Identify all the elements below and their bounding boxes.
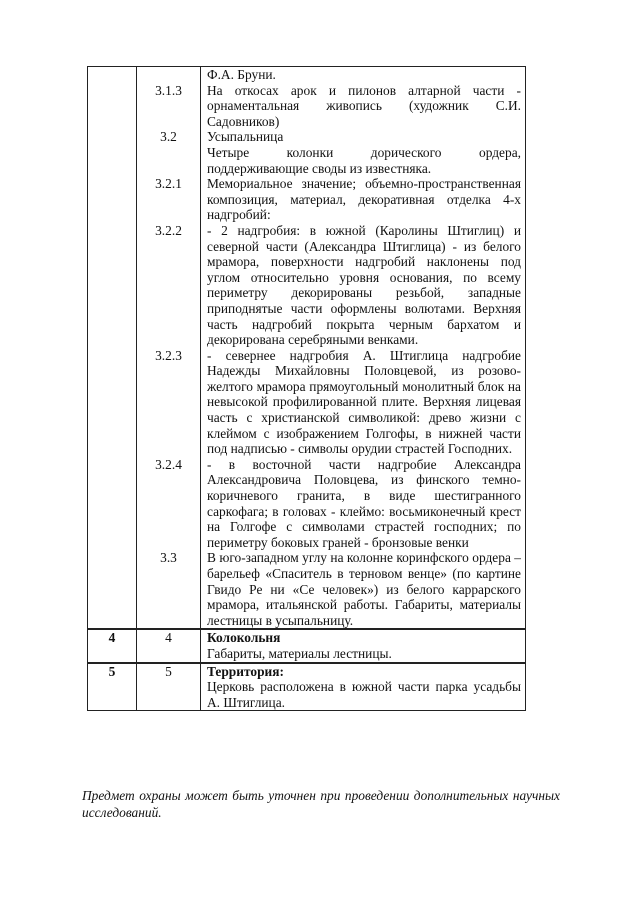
section-number: 4 <box>88 629 137 662</box>
table-row <box>88 176 526 223</box>
item-text: Усыпальница <box>201 129 526 145</box>
item-code: 5 <box>137 663 201 711</box>
protection-subject-table <box>87 66 526 711</box>
item-code: 3.2.1 <box>137 176 201 223</box>
section-number: 5 <box>88 663 137 711</box>
table-row <box>88 67 526 83</box>
section-number-cell <box>88 67 137 630</box>
item-text: Мемориальное значение; объемно-пространственная композиция, материал, декоративная отделка 4-х надгробий: <box>201 176 526 223</box>
section-heading: Колокольня <box>207 630 281 646</box>
table-row <box>88 145 526 176</box>
section-row-bell-tower <box>88 629 526 662</box>
item-code: 3.2.4 <box>137 457 201 551</box>
item-text: - в восточной части надгробие Александра Александровича Половцева, из финского темно-коричневого гранита, в виде шестигранного саркофага; в головах - клеймо: восьмиконечный крест на Голгофе с символами страстей господних; по периметру боковых граней - бронзовые венки <box>201 457 526 551</box>
item-text: - севернее надгробия А. Штиглица надгробие Надежды Михайловны Половцевой, из розово-желтого мрамора прямоугольный монолитный блок на невысокой профилированной плите. Верхняя лицевая часть с христианской символикой: древо жизни с клеймом с изображением Голгофы, в нижней части под надписью - символы орудии страстей Господних. <box>201 348 526 457</box>
item-code <box>137 67 201 83</box>
table-row <box>88 83 526 130</box>
item-text: В юго-западном углу на колонне коринфского ордера – барельеф «Спаситель в терновом венце» (по картине Гвидо Ре ни «Се человек») из белого каррарского мрамора, итальянской работы. Габариты, материалы лестницы в усыпальницу. <box>201 550 526 629</box>
section-row-territory <box>88 663 526 711</box>
item-code: 4 <box>137 629 201 662</box>
table-row <box>88 550 526 629</box>
table-row <box>88 348 526 457</box>
item-code: 3.2 <box>137 129 201 145</box>
item-code: 3.3 <box>137 550 201 629</box>
section-content <box>201 629 526 662</box>
item-text: Четыре колонки дорического ордера, поддерживающие своды из известняка. <box>201 145 526 176</box>
footnote: Предмет охраны может быть уточнен при проведении дополнительных научных исследований. <box>82 788 560 820</box>
item-text: Ф.А. Бруни. <box>201 67 526 83</box>
section-content <box>201 663 526 711</box>
table-row <box>88 129 526 145</box>
section-heading: Территория: <box>207 663 284 679</box>
table-row <box>88 457 526 551</box>
section-text: Церковь расположена в южной части парка усадьбы А. Штиглица. <box>207 679 521 710</box>
table-row <box>88 223 526 348</box>
item-text: На откосах арок и пилонов алтарной части - орнаментальная живопись (художник С.И. Садовников) <box>201 83 526 130</box>
item-text: - 2 надгробия: в южной (Каролины Штиглиц) и северной части (Александра Штиглица) - из белого мрамора, поверхности надгробий наклонены под углом относительно уровня основания, по всему периметру декорированы резьбой, западные приподнятые части оформлены волютами. Верхняя часть надгробий покрыта черным бархатом и декорирована серебряными венками. <box>201 223 526 348</box>
item-code: 3.2.2 <box>137 223 201 348</box>
item-code: 3.1.3 <box>137 83 201 130</box>
section-text: Габариты, материалы лестницы. <box>207 645 392 661</box>
item-code: 3.2.3 <box>137 348 201 457</box>
item-code <box>137 145 201 176</box>
